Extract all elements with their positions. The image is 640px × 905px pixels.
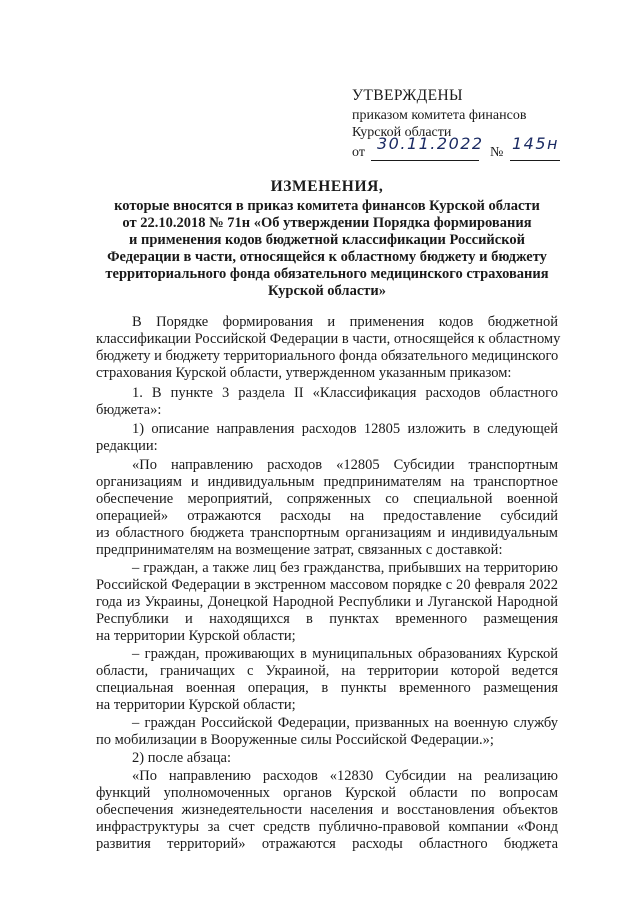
approval-number-underline [510,160,560,161]
body-line: обеспечение мероприятий, сопряженных со специальной военной [96,491,558,507]
body-line: бюджета»: [96,402,162,418]
body-line: года из Украины, Донецкой Народной Республики и Луганской Народной [96,594,558,610]
heading-line: от 22.10.2018 № 71н «Об утверждении Порядка формирования [122,215,532,231]
heading-line: которые вносятся в приказ комитета финансов Курской области [114,198,540,214]
body-line: классификации Российской Федерации в части, относящейся к областному [96,331,561,347]
body-line: – граждан, проживающих в муниципальных образованиях Курской [132,646,558,662]
document-title: ИЗМЕНЕНИЯ, [270,178,384,195]
body-line: операцией» отражаются расходы на предоставление субсидий [96,508,558,524]
body-line: 1) описание направления расходов 12805 изложить в следующей [132,421,558,437]
heading-line: Курской области» [268,283,386,299]
body-line: на территории Курской области; [96,697,296,713]
body-line: 2) после абзаца: [132,750,232,766]
body-line: из областного бюджета транспортным организациям и индивидуальным [96,525,558,541]
body-line: предпринимателям на возмещение затрат, связанных с доставкой: [96,542,503,558]
approval-date-prefix: от [352,145,365,160]
approval-date-underline [371,160,479,161]
body-line: «По направлению расходов «12830 Субсидии на реализацию [132,768,558,784]
approval-line-region: Курской области [352,125,452,140]
body-line: инфраструктуры за счет средств публично-правовой компании «Фонд [96,819,558,835]
body-line: редакции: [96,438,158,454]
body-line: Российской Федерации в экстренном массовом порядке с 20 февраля 2022 [96,577,558,593]
approval-title: УТВЕРЖДЕНЫ [352,87,463,104]
heading-line: Федерации в части, относящейся к областному бюджету и бюджету [107,249,547,265]
body-line: – граждан, а также лиц без гражданства, прибывших на территорию [132,560,558,576]
body-line: области, граничащих с Украиной, на территории которой ведется [96,663,558,679]
heading-line: и применения кодов бюджетной классификации Российской [129,232,525,248]
body-line: специальная военная операция, в пункты временного размещения [96,680,558,696]
body-line: «По направлению расходов «12805 Субсидии транспортным [132,457,558,473]
body-line: Республики и находящихся в пунктах временного размещения [96,611,558,627]
body-line: бюджету и бюджету территориального фонда обязательного медицинского [96,348,559,364]
body-line: функций уполномоченных органов Курской области по вопросам [96,785,558,801]
body-line: развития территорий» отражаются расходы областного бюджета [96,836,558,852]
body-line: 1. В пункте 3 раздела II «Классификация расходов областного [132,385,558,401]
approval-number-prefix: № [490,145,504,160]
body-line: В Порядке формирования и применения кодов бюджетной [132,314,558,330]
approval-line-order: приказом комитета финансов [352,108,527,123]
body-line: обеспечения жизнедеятельности населения и восстановления объектов [96,802,558,818]
body-line: организациям и индивидуальным предпринимателям на транспортное [96,474,558,490]
body-line: – граждан Российской Федерации, призванных на военную службу [132,715,558,731]
approval-date-handwritten: 30.11.2022 [377,134,484,153]
body-line: по мобилизации в Вооруженные силы Российской Федерации.»; [96,732,494,748]
body-line: страхования Курской области, утвержденном указанным приказом: [96,365,512,381]
body-line: на территории Курской области; [96,628,296,644]
heading-line: территориального фонда обязательного медицинского страхования [105,266,549,282]
approval-number-handwritten: 145н [512,134,559,153]
